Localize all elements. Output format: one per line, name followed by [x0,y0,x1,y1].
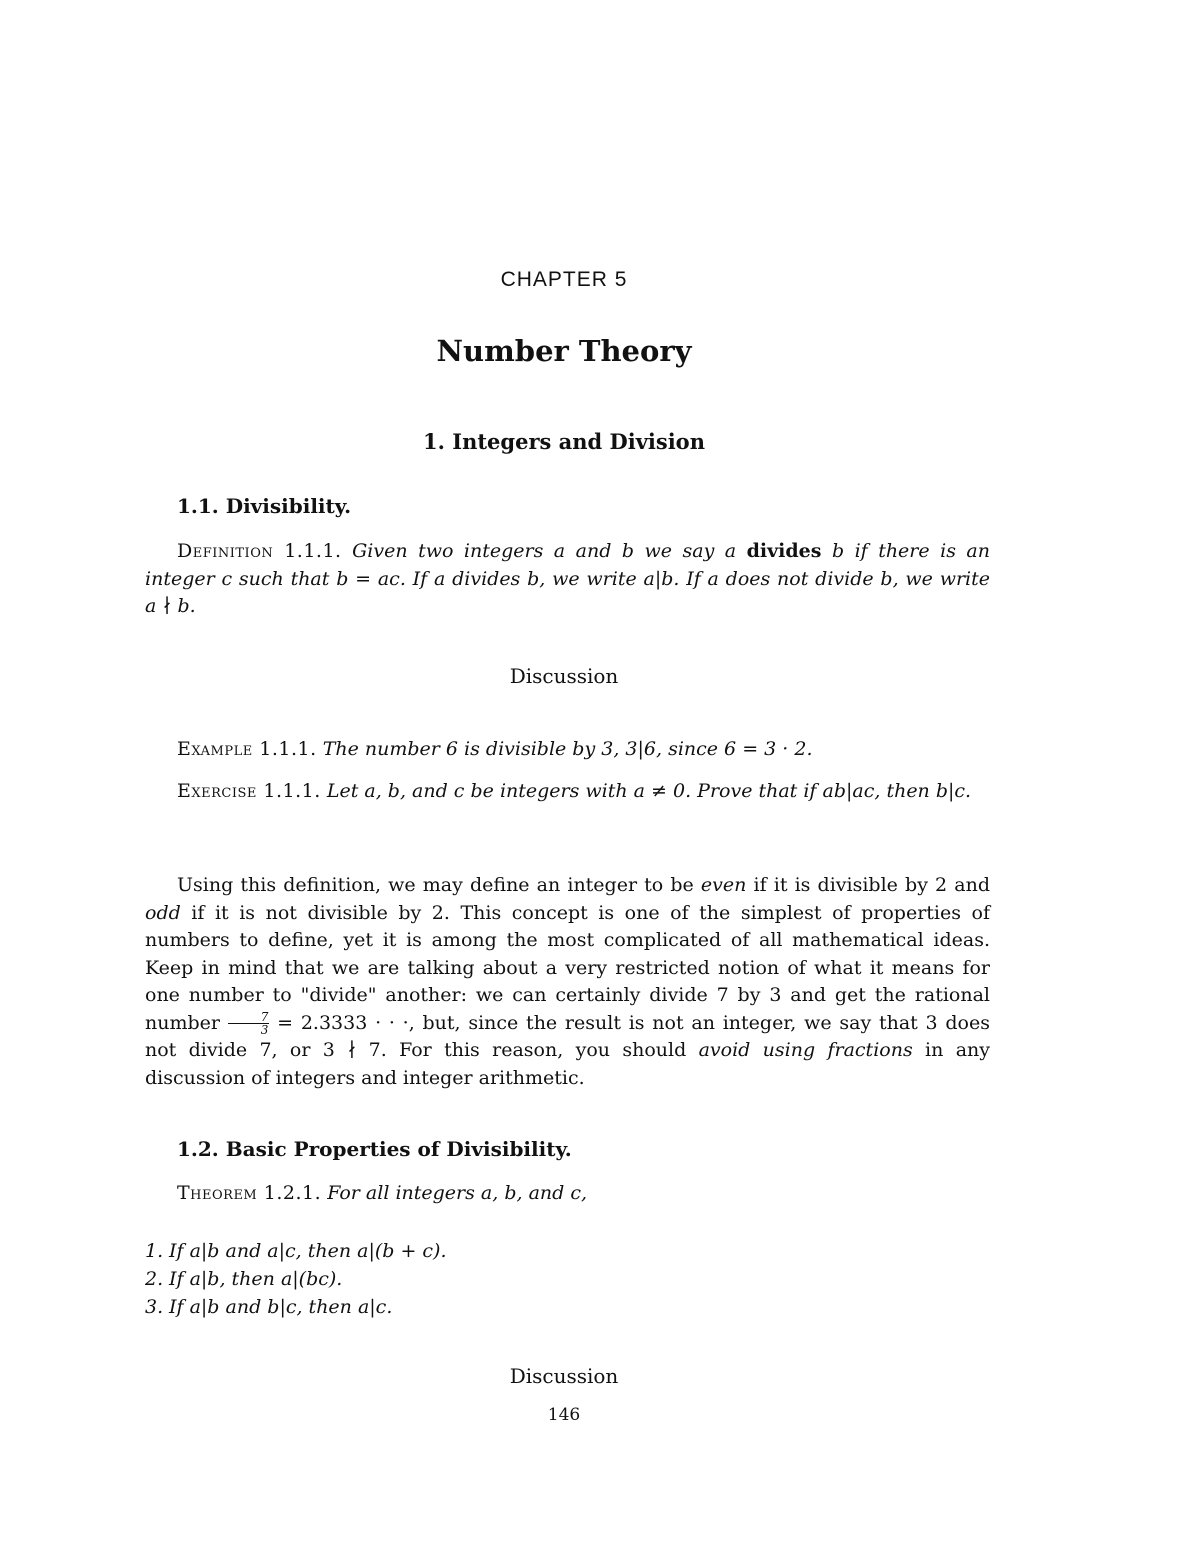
list-item-text: If a|b, then a|(bc). [169,1268,343,1290]
theorem-text: For all integers a, b, and c, [327,1182,588,1204]
page-number: 146 [547,1405,581,1425]
list-item [145,1265,447,1293]
term-odd: odd [145,901,181,924]
term-avoid-fractions: avoid using fractions [698,1039,913,1061]
example-label: Example 1.1.1. [177,738,317,760]
term-even: even [700,874,747,896]
exercise-label: Exercise 1.1.1. [177,780,321,802]
list-item-number: 3. [145,1296,164,1318]
theorem-block [145,1180,990,1208]
paragraph-part-1: Using this definition, we may define an integer to be [177,874,701,896]
list-item-number: 2. [145,1268,164,1290]
paragraph-part-2: if it is divisible by 2 and [746,874,991,896]
chapter-title: Number Theory [436,334,692,368]
paragraph-part-5: in any discussion of integers and integer arithmetic. [145,1039,990,1089]
discussion-heading-2: Discussion [509,1364,619,1388]
subsection-heading-basic-properties: 1.2. Basic Properties of Divisibility. [177,1137,572,1161]
paragraph-part-4: = 2.3333 · · ·, but, since the result is not an integer, we say that 3 does not divide 7, or 3 ∤ 7. For this reason, you should [145,1011,990,1061]
list-item [145,1237,447,1265]
definition-text-1: Given two integers a and b we say a [352,540,747,562]
paragraph-part-3: if it is not divisible by 2. This concept is one of the simplest of properties of numbers to define, yet it is among the most complicated of all mathematical ideas. Keep in mind that we are talking about a very restricted notion of what it means for one number to "divide" another: we can certainly divide 7 by 3 and get the rational number [145,901,990,1034]
section-heading: 1. Integers and Division [423,429,705,454]
example-block [145,736,990,764]
exercise-block [145,778,990,806]
fraction-numerator: 7 [228,1011,270,1024]
definition-bold-term: divides [746,540,822,562]
definition-text-2: b if there is an integer c such that b = ac. If a divides b, we write a|b. If a does not divide b, we write a ∤ b. [145,540,990,617]
definition-label: Definition 1.1.1. [177,540,342,562]
list-item-text: If a|b and b|c, then a|c. [169,1296,393,1318]
theorem-label: Theorem 1.2.1. [177,1182,322,1204]
list-item-number: 1. [145,1240,164,1262]
exercise-text: Let a, b, and c be integers with a ≠ 0. Prove that if ab|ac, then b|c. [326,780,972,802]
theorem-list [145,1237,447,1321]
subsection-heading-divisibility: 1.1. Divisibility. [177,494,352,518]
body-paragraph [145,872,990,1092]
fraction-seven-thirds [228,1011,270,1036]
discussion-heading-1: Discussion [509,664,619,688]
definition-block [145,538,990,621]
fraction-denominator: 3 [260,1023,269,1037]
list-item [145,1293,447,1321]
example-text: The number 6 is divisible by 3, 3|6, since 6 = 3 · 2. [322,738,813,760]
list-item-text: If a|b and a|c, then a|(b + c). [169,1240,447,1262]
chapter-label: CHAPTER 5 [500,268,628,291]
